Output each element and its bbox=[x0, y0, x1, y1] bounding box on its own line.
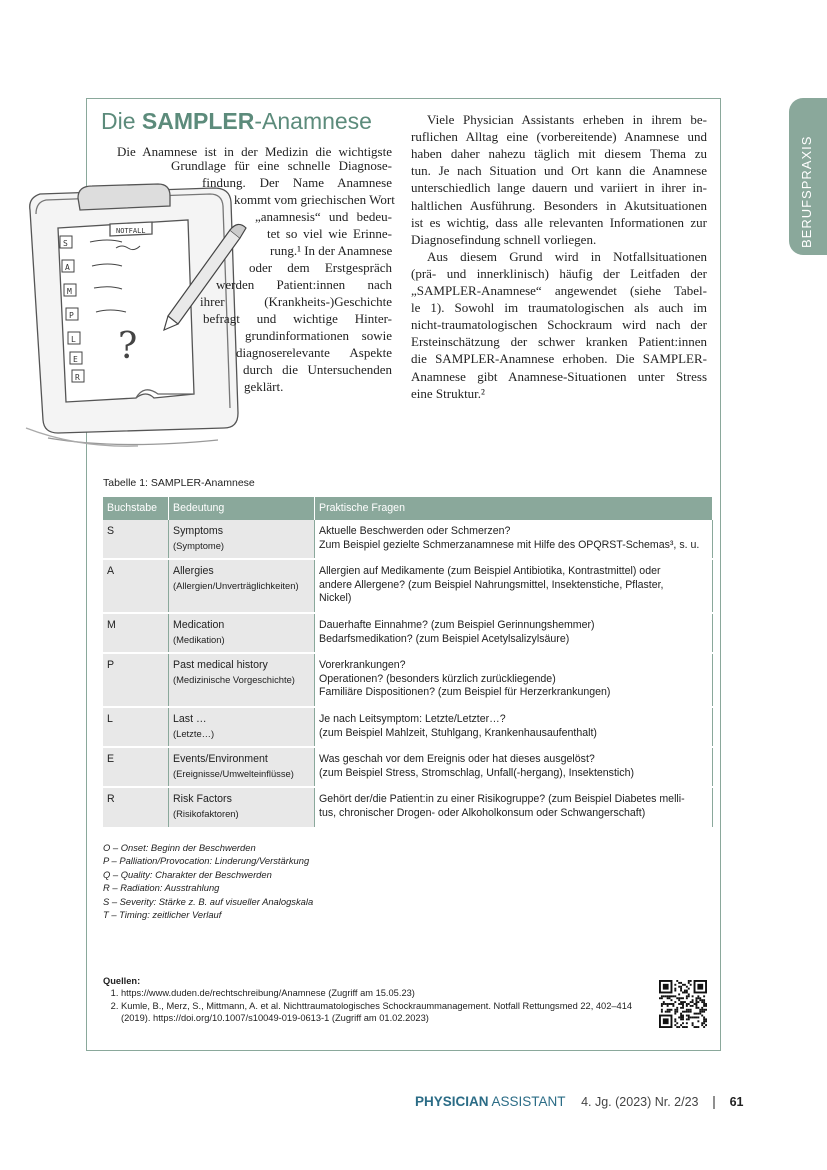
table-caption: Tabelle 1: SAMPLER-Anamnese bbox=[103, 477, 255, 489]
row-letter: P bbox=[103, 653, 169, 707]
meaning-term: Allergies bbox=[173, 565, 214, 578]
row-letter: A bbox=[103, 559, 169, 613]
issue-info: 4. Jg. (2023) Nr. 2/23 bbox=[581, 1095, 699, 1109]
question-line: Familiäre Dispositionen? (zum Beispiel für Herzerkrankungen) bbox=[319, 686, 611, 699]
question-line: Dauerhafte Einnahme? (zum Beispiel Gerinnungshemmer) bbox=[319, 618, 595, 631]
checklist-letter-e: E bbox=[73, 355, 78, 364]
left-column-line: ihrer (Krankheits-)Geschichte bbox=[200, 294, 392, 309]
left-column-line: oder dem Erstgespräch bbox=[249, 260, 392, 275]
right-column-line: ist es wichtig, dass alle relevanten Informationen zur bbox=[411, 214, 707, 230]
right-column-line: Diagnosefindung schnell vorliegen. bbox=[411, 231, 597, 247]
page-footer bbox=[415, 1094, 743, 1109]
legend-item: S – Severity: Stärke z. B. auf visueller Analogskala bbox=[103, 895, 314, 907]
left-column-line: rung.¹ In der Anamnese bbox=[270, 243, 393, 258]
checklist-letter-l: L bbox=[71, 335, 76, 344]
sampler-table bbox=[103, 497, 713, 829]
row-questions bbox=[315, 613, 713, 653]
meaning-term-german: (Symptome) bbox=[173, 539, 225, 551]
legend-item: R – Radiation: Ausstrahlung bbox=[103, 882, 220, 894]
page-number: 61 bbox=[729, 1095, 744, 1109]
table-row bbox=[103, 613, 713, 653]
right-column-line: unterschiedlich lange dauern und variiert in ihrer in- bbox=[411, 180, 707, 196]
question-line: tus, chronischer Drogen- oder Alkoholkonsum oder Schwangerschaft) bbox=[319, 806, 646, 819]
meaning-term: Last … bbox=[173, 712, 207, 725]
checklist-letter-a: A bbox=[65, 263, 70, 272]
right-column-line: eine Struktur.² bbox=[411, 385, 485, 401]
checklist-letter-m: M bbox=[67, 287, 72, 296]
question-line: Nickel) bbox=[319, 592, 352, 605]
row-meaning bbox=[169, 653, 315, 707]
left-column-line: durch die Untersuchenden bbox=[243, 362, 392, 377]
row-letter: R bbox=[103, 787, 169, 827]
right-column-line: le 1). Sowohl im traumatologischen als auch im bbox=[411, 300, 707, 316]
row-letter: S bbox=[103, 520, 169, 559]
right-column-line: Anamnese gibt Anamnese-Situationen unter Stress bbox=[411, 368, 707, 384]
question-line: andere Allergene? (zum Beispiel Nahrungsmittel, Insektenstiche, Pflaster, bbox=[319, 578, 664, 591]
table-row bbox=[103, 559, 713, 613]
journal-name: ASSISTANT bbox=[491, 1094, 566, 1109]
right-column-line: (prä- und innerklinisch) häufig der Leitfaden der bbox=[411, 265, 707, 281]
right-column-line: die SAMPLER-Anamnese erhoben. Die SAMPLER- bbox=[411, 351, 707, 367]
legend-item: T – Timing: zeitlicher Verlauf bbox=[103, 909, 222, 921]
sources bbox=[103, 975, 651, 1025]
footer-separator: | bbox=[712, 1094, 716, 1109]
row-meaning bbox=[169, 613, 315, 653]
question-line: Zum Beispiel gezielte Schmerzanamnese mit Hilfe des OPQRST-Schemas³, s. u. bbox=[319, 538, 700, 551]
checklist-letter-p: P bbox=[69, 311, 74, 320]
legend-item: O – Onset: Beginn der Beschwerden bbox=[103, 842, 256, 853]
sources-heading: Quellen: bbox=[103, 976, 141, 986]
table-row bbox=[103, 653, 713, 707]
row-questions bbox=[315, 559, 713, 613]
legend-item: Q – Quality: Charakter der Beschwerden bbox=[103, 868, 272, 880]
question-line: Gehört der/die Patient:in zu einer Risikogruppe? (zum Beispiel Diabetes melli- bbox=[319, 793, 685, 806]
right-column-line: Viele Physician Assistants erheben in ihrem be- bbox=[427, 112, 707, 127]
row-questions bbox=[315, 787, 713, 827]
table-row bbox=[103, 707, 713, 747]
row-meaning bbox=[169, 747, 315, 787]
meaning-term-german: (Letzte…) bbox=[173, 727, 215, 739]
left-column-line: werden Patient:innen nach bbox=[216, 277, 392, 292]
row-questions bbox=[315, 653, 713, 707]
section-tab bbox=[789, 98, 827, 255]
meaning-term: Medication bbox=[173, 618, 225, 631]
row-questions bbox=[315, 707, 713, 747]
meaning-term-german: (Allergien/Unverträglichkeiten) bbox=[173, 579, 299, 591]
left-column-line: tet so viel wie Erinne- bbox=[267, 226, 392, 241]
meaning-term-german: (Medizinische Vorgeschichte) bbox=[173, 673, 295, 685]
table-row bbox=[103, 520, 713, 559]
journal-name-bold: PHYSICIAN bbox=[415, 1094, 489, 1109]
section-tab-label: BERUFSPRAXIS bbox=[799, 135, 814, 248]
left-column-line: befragt und wichtige Hinter- bbox=[203, 311, 392, 326]
checklist-letter-r: R bbox=[75, 373, 80, 382]
article-title: Die SAMPLER-Anamnese bbox=[101, 108, 372, 134]
right-column-line: Ersteinschätzung der schwer kranken Patient:innen bbox=[411, 334, 707, 350]
left-column-line: geklärt. bbox=[244, 379, 284, 394]
note-label: NOTFALL bbox=[116, 227, 146, 235]
table-row bbox=[103, 747, 713, 787]
row-letter: E bbox=[103, 747, 169, 787]
col-header-meaning: Bedeutung bbox=[169, 497, 315, 520]
question-line: Allergien auf Medikamente (zum Beispiel Antibiotika, Kontrastmittel) oder bbox=[319, 565, 661, 578]
right-column-line: Aus diesem Grund wird in Notfallsituationen bbox=[427, 248, 707, 264]
left-column-line: Die Anamnese ist in der Medizin die wichtigste bbox=[117, 144, 392, 159]
left-column-line: „anamnesis“ und bedeu- bbox=[255, 209, 392, 224]
meaning-term: Symptoms bbox=[173, 525, 224, 537]
right-column-line: nicht-traumatologischen Schockraum wird nach der bbox=[411, 317, 707, 333]
meaning-term-german: (Risikofaktoren) bbox=[173, 807, 239, 819]
question-line: (zum Beispiel Stress, Stromschlag, Unfall(-hergang), Insektenstich) bbox=[319, 766, 634, 779]
left-column-line: kommt vom griechischen Wort bbox=[234, 192, 395, 207]
opqrst-legend bbox=[103, 841, 313, 921]
meaning-term-german: (Medikation) bbox=[173, 633, 225, 645]
left-column-line: grundinformationen sowie bbox=[245, 328, 392, 343]
question-line: Operationen? (besonders kürzlich zurückliegende) bbox=[319, 672, 556, 685]
meaning-term-german: (Ereignisse/Umwelteinflüsse) bbox=[173, 767, 294, 779]
left-column-line: Grundlage für eine schnelle Diagnose- bbox=[171, 158, 392, 173]
question-line: Was geschah vor dem Ereignis oder hat dieses ausgelöst? bbox=[319, 753, 595, 766]
row-letter: L bbox=[103, 707, 169, 747]
row-questions bbox=[315, 520, 713, 559]
right-column-line: „SAMPLER-Anamnese“ angewendet (siehe Tabel- bbox=[411, 283, 707, 298]
left-column-line: diagnoserelevante Aspekte bbox=[236, 345, 392, 360]
right-column-line: tun. Je nach Situation und Ort kann die Anamnese bbox=[411, 163, 707, 179]
table-row bbox=[103, 787, 713, 827]
left-column-line: findung. Der Name Anamnese bbox=[202, 175, 392, 190]
right-column-line: haben daher nahezu täglich mit diesem Thema zu bbox=[411, 146, 707, 162]
qr-code[interactable] bbox=[659, 980, 707, 1028]
question-line: Aktuelle Beschwerden oder Schmerzen? bbox=[319, 525, 511, 537]
meaning-term: Events/Environment bbox=[173, 753, 268, 766]
row-meaning bbox=[169, 559, 315, 613]
row-questions bbox=[315, 747, 713, 787]
source-item: 1. https://www.duden.de/rechtschreibung/Anamnese (Zugriff am 15.05.23) bbox=[121, 987, 651, 999]
source-item: 2. Kumle, B., Merz, S., Mittmann, A. et al. Nichttraumatologisches Schockraummanagement. Notfall Rettungsmed 22, 402–414 (2019). https://doi.org/10.1007/s10049-019-0613-1 (Zugriff am 01.02.2023) bbox=[121, 1000, 651, 1025]
col-header-questions: Praktische Fragen bbox=[315, 497, 713, 520]
row-meaning bbox=[169, 520, 315, 559]
table-header-row bbox=[103, 497, 713, 520]
question-line: Vorerkrankungen? bbox=[319, 659, 406, 672]
right-column-line: ruflichen Alltag eine (vorbereitende) Anamnese und bbox=[411, 129, 707, 145]
question-line: Je nach Leitsymptom: Letzte/Letzter…? bbox=[319, 712, 506, 725]
col-header-letter: Buchstabe bbox=[103, 497, 169, 520]
right-column-line: haltlichen Ausführung. Besonders in Akutsituationen bbox=[411, 197, 707, 213]
meaning-term: Risk Factors bbox=[173, 793, 232, 806]
checklist-letter-s: S bbox=[63, 239, 68, 248]
question-line: (zum Beispiel Mahlzeit, Stuhlgang, Krankenhausaufenthalt) bbox=[319, 726, 597, 739]
row-meaning bbox=[169, 707, 315, 747]
row-letter: M bbox=[103, 613, 169, 653]
row-meaning bbox=[169, 787, 315, 827]
question-mark: ? bbox=[118, 326, 138, 367]
legend-item: P – Palliation/Provocation: Linderung/Verstärkung bbox=[103, 855, 310, 867]
question-line: Bedarfsmedikation? (zum Beispiel Acetylsalizylsäure) bbox=[319, 632, 570, 645]
meaning-term: Past medical history bbox=[173, 659, 268, 672]
